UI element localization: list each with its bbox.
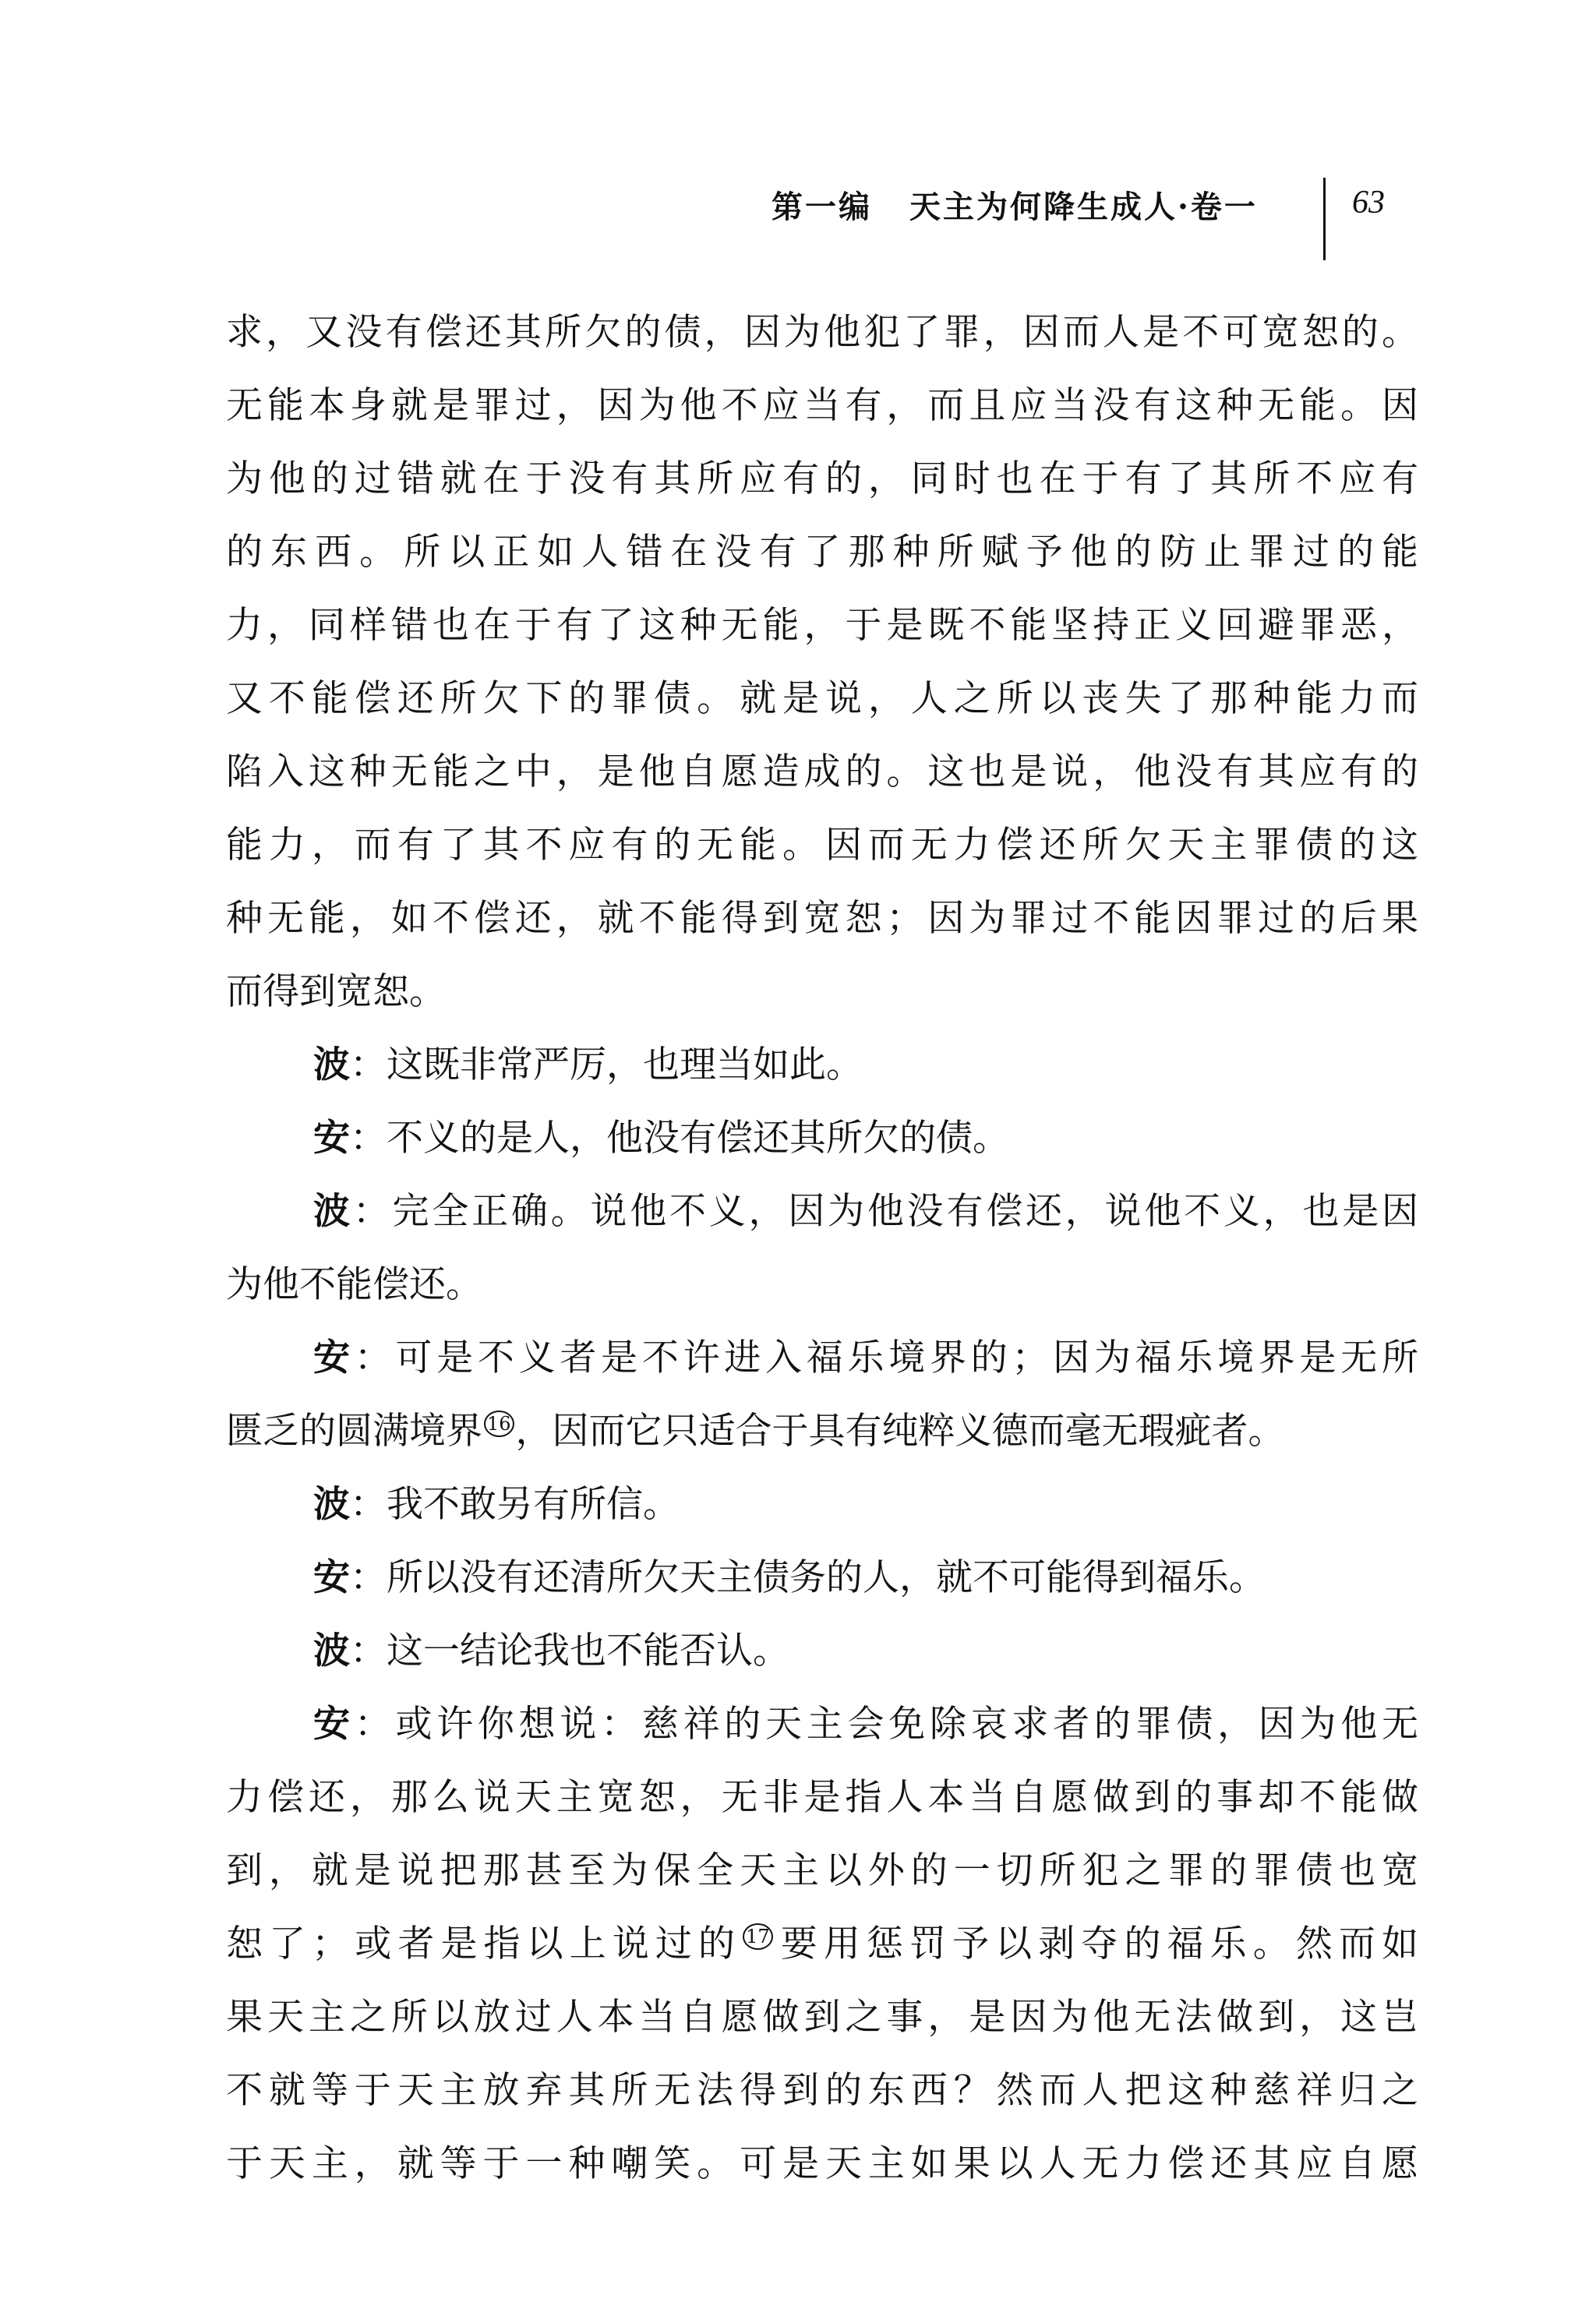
text-line: 力偿还，那么说天主宽恕，无非是指人本当自愿做到的事却不能做	[226, 1776, 1418, 1819]
speech-text: ：我不敢另有所信。	[350, 1483, 680, 1526]
text-line: 果天主之所以放过人本当自愿做到之事，是因为他无法做到，这岂	[226, 1996, 1418, 2039]
dialogue-paragraph	[226, 1322, 1418, 1468]
text-line	[226, 1395, 1418, 1468]
running-head	[772, 182, 1258, 227]
text-line	[226, 1102, 1418, 1175]
speech-text: ：所以没有还清所欠天主债务的人，就不可能得到福乐。	[350, 1556, 1266, 1599]
text-line	[226, 1688, 1418, 1761]
dialogue-paragraph	[226, 1468, 1418, 1541]
text-line: 为他的过错就在于没有其所应有的，同时也在于有了其所不应有	[226, 457, 1418, 500]
text-line: 种无能，如不偿还，就不能得到宽恕；因为罪过不能因罪过的后果	[226, 897, 1418, 940]
speaker-label: 波	[313, 1190, 353, 1233]
speaker-label: 波	[313, 1483, 350, 1526]
speech-text: ：这既非常严厉，也理当如此。	[350, 1043, 863, 1086]
text-line: 求，又没有偿还其所欠的债，因为他犯了罪，因而人是不可宽恕的。	[226, 311, 1418, 354]
text-line: 为他不能偿还。	[226, 1263, 482, 1306]
text-line: 无能本身就是罪过，因为他不应当有，而且应当没有这种无能。因	[226, 384, 1418, 427]
dialogue-paragraph	[226, 1175, 1418, 1322]
speech-text: ：可是不义者是不许进入福乐境界的；因为福乐境界是无所	[354, 1337, 1419, 1379]
speaker-label: 波	[313, 1043, 350, 1086]
edition-label: 第一编	[772, 189, 872, 225]
speaker-label: 波	[313, 1630, 350, 1672]
text-line	[226, 1908, 1418, 1981]
speech-text: ：或许你想说：慈祥的天主会免除哀求者的罪债，因为他无	[354, 1703, 1419, 1746]
text-line: 力，同样错也在于有了这种无能，于是既不能坚持正义回避罪恶，	[226, 604, 1418, 647]
speech-text: 恕了；或者是指以上说过的	[226, 1923, 742, 1965]
page-number: 63	[1352, 185, 1385, 221]
text-line	[226, 1175, 1418, 1248]
text-line: 又不能偿还所欠下的罪债。就是说，人之所以丧失了那种能力而	[226, 677, 1418, 720]
text-line: 陷入这种无能之中，是他自愿造成的。这也是说，他没有其应有的	[226, 750, 1418, 793]
speaker-label: 安	[313, 1556, 350, 1599]
text-line	[226, 1541, 1418, 1615]
text-line: 不就等于天主放弃其所无法得到的东西？然而人把这种慈祥归之	[226, 2069, 1418, 2112]
dialogue-paragraph	[226, 1102, 1418, 1175]
text-line	[226, 1468, 1418, 1541]
text-line: 于天主，就等于一种嘲笑。可是天主如果以人无力偿还其应自愿	[226, 2142, 1418, 2185]
speech-text: 要用惩罚予以剥夺的福乐。然而如	[774, 1923, 1419, 1965]
text-line: 能力，而有了其不应有的无能。因而无力偿还所欠天主罪债的这	[226, 824, 1418, 867]
footnote-marker[interactable]: 16	[484, 1411, 514, 1437]
text-line: 的东西。所以正如人错在没有了那种所赋予他的防止罪过的能	[226, 531, 1418, 574]
body-text	[226, 296, 1418, 2201]
speech-text: 匮乏的圆满境界	[226, 1410, 482, 1453]
book-title: 天主为何降生成人·卷一	[909, 189, 1258, 225]
speaker-label: 安	[313, 1117, 350, 1160]
text-line: 到，就是说把那甚至为保全天主以外的一切所犯之罪的罪债也宽	[226, 1849, 1418, 1892]
text-line	[226, 1322, 1418, 1395]
speech-text: ，因而它只适合于具有纯粹义德而毫无瑕疵者。	[515, 1410, 1285, 1453]
paragraph	[226, 296, 1418, 1029]
dialogue-paragraph	[226, 1615, 1418, 1688]
speaker-label: 安	[313, 1337, 355, 1379]
speech-text: ：完全正确。说他不义，因为他没有偿还，说他不义，也是因	[352, 1190, 1419, 1233]
dialogue-paragraph	[226, 1029, 1418, 1102]
dialogue-paragraph	[226, 1541, 1418, 1615]
text-line	[226, 1029, 1418, 1102]
text-line	[226, 1615, 1418, 1688]
dialogue-paragraph	[226, 1688, 1418, 2201]
header-rule	[1323, 178, 1326, 260]
text-line: 而得到宽恕。	[226, 970, 446, 1013]
speaker-label: 安	[313, 1703, 355, 1746]
footnote-marker[interactable]: 17	[743, 1923, 773, 1950]
speech-text: ：不义的是人，他没有偿还其所欠的债。	[350, 1117, 1009, 1160]
speech-text: ：这一结论我也不能否认。	[350, 1630, 789, 1672]
